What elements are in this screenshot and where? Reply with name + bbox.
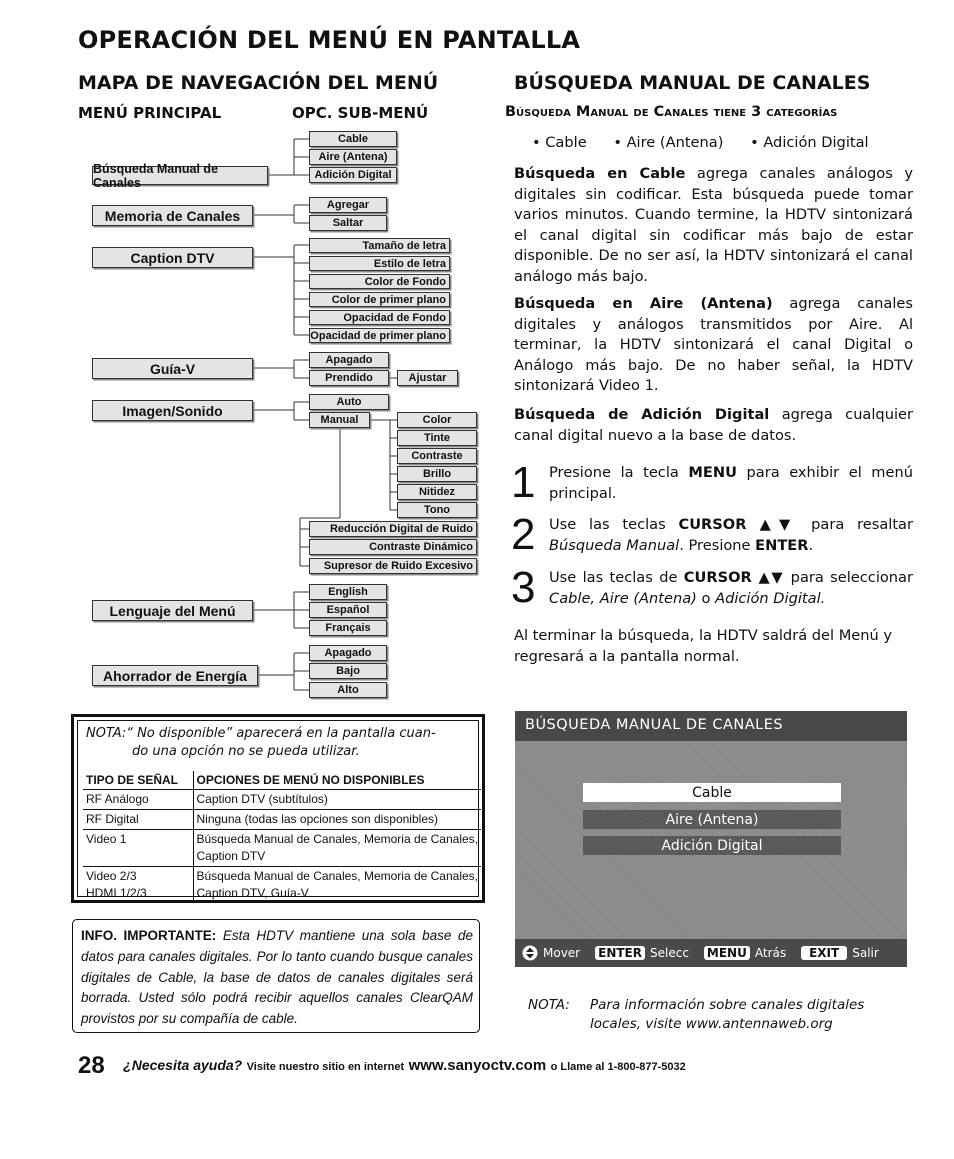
step-2 — [511, 510, 913, 559]
antennaweb-note — [528, 996, 906, 1034]
step-3 — [511, 563, 913, 612]
category-bullets — [532, 134, 891, 151]
note-label: NOTA: — [528, 997, 570, 1013]
paragraph-aire-body: agrega canales digitales y análogos transmitidos por Aire. Al terminar, la HDTV sintonizará el canal Digital o Análogo más bajo. De no haber señal, la HDTV sintonizará Video 1. — [514, 295, 913, 395]
bullet-cable: • Cable — [532, 134, 587, 151]
note-line-2: do una opción no se pueda utilizar. — [132, 744, 360, 759]
screen-option-cable: Cable — [583, 783, 841, 802]
manual-search-heading: BÚSQUEDA MANUAL DE CANALES — [514, 72, 871, 94]
submenu-color: Color — [397, 412, 477, 428]
step-text-italic: Adición Digital. — [715, 589, 826, 607]
closing-paragraph: Al terminar la búsqueda, la HDTV saldrá del Menú y regresará a la pantalla normal. — [514, 627, 893, 665]
column-header-signal: TIPO DE SEÑAL — [83, 771, 193, 790]
submenu-color-primer-plano: Color de primer plano — [309, 292, 450, 307]
note-label-text: NOTA — [528, 997, 566, 1013]
step-text-part: para exhibir el menú principal. — [549, 464, 913, 502]
menu-key: MENU — [704, 946, 750, 960]
table-cell: Caption DTV (subtítulos) — [193, 790, 481, 810]
step-text-part: para resaltar — [798, 516, 913, 533]
step-text — [549, 463, 913, 504]
submenu-reduccion-ruido: Reducción Digital de Ruido — [309, 521, 477, 537]
table-cell: RF Digital — [83, 810, 193, 830]
table-row — [83, 790, 481, 810]
submenu-contraste: Contraste — [397, 448, 477, 464]
step-text-part: o — [696, 589, 716, 607]
submenu-opacidad-fondo: Opacidad de Fondo — [309, 310, 450, 325]
important-info-box — [72, 919, 480, 1033]
menu-item-caption-dtv: Caption DTV — [92, 247, 253, 268]
key-cursor: CURSOR ▲▼ — [678, 516, 799, 533]
menu-item-guia-v: Guía-V — [92, 358, 253, 379]
submenu-supresor-ruido: Supresor de Ruido Excesivo — [309, 558, 477, 574]
step-text-italic: Cable, Aire (Antena) — [549, 589, 697, 607]
step-text-part: Use las teclas de — [549, 569, 684, 586]
categories-subheading: Búsqueda Manual de Canales tiene 3 categorías — [505, 104, 838, 120]
step-number: 1 — [511, 458, 536, 507]
key-enter: ENTER — [755, 536, 809, 554]
note-line-1: NOTA:“ No disponible” aparecerá en la pantalla cuan- — [86, 726, 436, 741]
table-cell: Búsqueda Manual de Canales, Memoria de Canales, Caption DTV — [193, 830, 481, 867]
submenu-saltar: Saltar — [309, 215, 387, 231]
table-cell: Video 2/3 HDMI 1/2/3 — [83, 867, 193, 904]
enter-label: Selecc — [650, 946, 689, 960]
submenu-auto: Auto — [309, 394, 389, 410]
paragraph-aire-lead: Búsqueda en Aire (Antena) — [514, 295, 773, 312]
paragraph-adicion-lead: Búsqueda de Adición Digital — [514, 406, 770, 423]
exit-label: Salir — [852, 946, 879, 960]
menu-item-lenguaje: Lenguaje del Menú — [92, 600, 253, 621]
submenu-english: English — [309, 584, 387, 600]
submenu-cable: Cable — [309, 131, 397, 147]
phone-text: o Llame al 1-800-877-5032 — [550, 1061, 686, 1074]
menu-item-imagen-sonido: Imagen/Sonido — [92, 400, 253, 421]
screen-title: BÚSQUEDA MANUAL DE CANALES — [515, 711, 907, 741]
step-text-part: Use las teclas — [549, 516, 679, 533]
paragraph-cable — [514, 164, 913, 288]
submenu-ajustar: Ajustar — [397, 370, 458, 386]
submenu-tamano-letra: Tamaño de letra — [309, 238, 450, 253]
step-number: 2 — [511, 510, 536, 559]
submenu-column-label: OPC. SUB-MENÚ — [292, 104, 429, 122]
step-text-part: Presione la tecla — [549, 464, 689, 481]
submenu-adicion-digital: Adición Digital — [309, 167, 397, 183]
submenu-brillo: Brillo — [397, 466, 477, 482]
submenu-color-fondo: Color de Fondo — [309, 274, 450, 289]
table-cell: Video 1 — [83, 830, 193, 867]
table-row — [83, 867, 481, 904]
enter-key: ENTER — [595, 946, 645, 960]
menu-label: Atrás — [754, 946, 787, 960]
unavailable-options-table — [83, 771, 481, 903]
paragraph-aire — [514, 294, 913, 397]
submenu-agregar: Agregar — [309, 197, 387, 213]
page-number: 28 — [78, 1052, 105, 1079]
menu-item-ahorrador-energia: Ahorrador de Energía — [92, 665, 258, 686]
submenu-tinte: Tinte — [397, 430, 477, 446]
screen-footer — [515, 939, 907, 967]
info-label: INFO. IMPORTANTE: — [81, 928, 217, 943]
table-cell: Ninguna (todas las opciones son disponibles) — [193, 810, 481, 830]
help-prompt: ¿Necesita ayuda? — [123, 1057, 243, 1074]
info-text: Esta HDTV mantiene una sola base de datos para canales digitales. Por lo tanto cuando busque canales digitales de Cable, la base de datos de canales digitales será borrada. Usted sólo podrá recibir aquellos canales ClearQAM provistos por su compañía de cable. — [81, 928, 473, 1027]
menu-item-busqueda-manual: Búsqueda Manual de Canales — [92, 166, 268, 185]
table-header-row — [83, 771, 481, 790]
table-row — [83, 830, 481, 867]
submenu-energia-bajo: Bajo — [309, 663, 387, 679]
screen-option-aire: Aire (Antena) — [583, 810, 841, 829]
visit-text: Visite nuestro sitio en internet — [246, 1061, 405, 1074]
unavailable-options-note — [71, 714, 485, 903]
move-label: Mover — [543, 946, 581, 960]
step-text-part: para seleccionar — [784, 569, 913, 586]
menu-item-memoria-canales: Memoria de Canales — [92, 205, 253, 226]
table-row — [83, 810, 481, 830]
submenu-aire: Aire (Antena) — [309, 149, 397, 165]
page-footer — [78, 1052, 686, 1080]
table-cell: RF Análogo — [83, 790, 193, 810]
main-menu-column-label: MENÚ PRINCIPAL — [78, 104, 222, 122]
submenu-energia-apagado: Apagado — [309, 645, 387, 661]
step-number: 3 — [511, 563, 536, 612]
step-text-part: . — [808, 536, 814, 554]
submenu-francais: Français — [309, 620, 387, 636]
paragraph-cable-body: agrega canales análogos y digitales sin codificar. Esta búsqueda puede tomar varios minutos. Cuando termine, la HDTV sintonizará el canal digital sin codificar más bajo de estar disponible. De no ser así, la HDTV sintonizará el canal análogo más bajo. — [514, 165, 913, 285]
bullet-aire: • Aire (Antena) — [613, 134, 724, 151]
step-text — [549, 515, 913, 556]
submenu-prendido: Prendido — [309, 370, 389, 386]
menu-map-heading: MAPA DE NAVEGACIÓN DEL MENÚ — [78, 72, 439, 94]
page-title: OPERACIÓN DEL MENÚ EN PANTALLA — [78, 26, 581, 54]
table-cell: Búsqueda Manual de Canales, Memoria de Canales, Caption DTV, Guía-V — [193, 867, 481, 904]
submenu-manual: Manual — [309, 412, 370, 428]
step-1 — [511, 458, 913, 507]
submenu-opacidad-primer-plano: Opacidad de primer plano — [309, 328, 450, 343]
step-text-italic: Búsqueda Manual — [549, 536, 680, 554]
submenu-energia-alto: Alto — [309, 682, 387, 698]
website-link[interactable]: www.sanyoctv.com — [408, 1057, 547, 1075]
note-text — [78, 721, 478, 761]
exit-key: EXIT — [801, 946, 847, 960]
submenu-apagado: Apagado — [309, 352, 389, 368]
submenu-espanol: Español — [309, 602, 387, 618]
key-menu: MENU — [688, 464, 737, 481]
submenu-tono: Tono — [397, 502, 477, 518]
tv-screen-preview — [515, 711, 907, 967]
updown-arrow-icon — [522, 945, 538, 961]
step-text — [549, 568, 913, 609]
note-body: Para información sobre canales digitales locales, visite www.antennaweb.org — [590, 997, 865, 1032]
paragraph-adicion — [514, 405, 913, 446]
step-text-part: . Presione — [679, 536, 756, 554]
bullet-adicion: • Adición Digital — [750, 134, 869, 151]
key-cursor: CURSOR ▲▼ — [683, 569, 785, 586]
column-header-options: OPCIONES DE MENÚ NO DISPONIBLES — [193, 771, 481, 790]
submenu-estilo-letra: Estilo de letra — [309, 256, 450, 271]
paragraph-cable-lead: Búsqueda en Cable — [514, 165, 686, 182]
submenu-nitidez: Nitidez — [397, 484, 477, 500]
paragraph-adicion-body: agrega cualquier canal digital nuevo a la base de datos. — [514, 406, 913, 444]
screen-option-adicion: Adición Digital — [583, 836, 841, 855]
submenu-contraste-dinamico: Contraste Dinámico — [309, 539, 477, 555]
